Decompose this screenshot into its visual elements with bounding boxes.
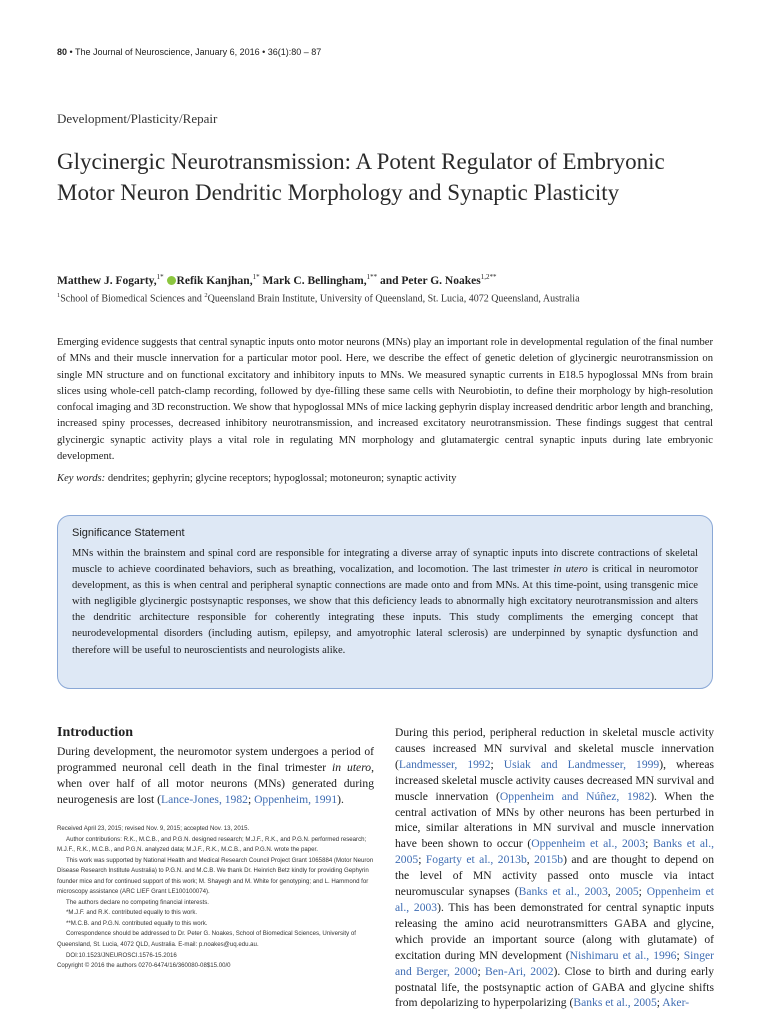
footnote: *M.J.F. and R.K. contributed equally to this work. [66,909,198,917]
citation-link[interactable]: Lance-Jones, 1982 [161,792,248,806]
body-text: , [526,853,535,867]
body-text: ; [656,996,663,1010]
footnote: Received April 23, 2015; revised Nov. 9, 2015; accepted Nov. 13, 2015. [57,825,250,832]
body-text: ; [645,837,654,851]
citation-link[interactable]: Oppenheim and Núñez, 1982 [499,789,651,803]
body-text: ; [418,853,426,867]
citation-link[interactable]: Banks et al., 2005 [395,837,715,867]
running-header [57,47,321,57]
journal-citation: • The Journal of Neuroscience, January 6, 2016 • 36(1):80 – 87 [67,47,322,57]
footnote: Copyright © 2016 the authors 0270-6474/16/360080-08$15.00/0 [57,962,231,970]
body-text: ; [638,885,647,899]
body-text: ), whereas increased skeletal muscle activity causes decreased MN survival and muscle innervation ( [395,757,714,803]
significance-italic: in utero [553,564,588,576]
body-text: During this period, peripheral reduction in skeletal muscle activity causes increased MN survival and skeletal muscle innervation ( [395,726,714,771]
author-name: and Peter G. Noakes [379,274,481,287]
body-text: During development, the neuromotor system undergoes a period of programmed neuronal cell death in the final trimester [57,745,374,774]
citation-link[interactable]: Usiak and Landmesser, 1999 [503,757,660,771]
author-marker: 1** [366,273,378,281]
citation-link[interactable]: Banks et al., 2005 [573,996,657,1010]
body-text: ) and are thought to depend on the level of MN activity passed onto muscle via intact neuromuscular synapses ( [395,853,715,899]
keywords-text: dendrites; gephyrin; glycine receptors; hypoglossal; motoneuron; synaptic activity [105,473,457,484]
significance-text-part: MNs within the brainstem and spinal cord are responsible for integrating a diverse array of synaptic inputs into discrete contractions of skeletal muscle to achieve coordinated behaviors, such as breathing, vocalization, and locomotion. The last trimester [72,548,698,576]
body-text: ). [337,792,344,806]
significance-text [72,546,698,659]
significance-title: Significance Statement [72,527,185,539]
footnote: Author contributions: R.K., M.C.B., and P.G.N. designed research; M.J.F., R.K., and P.G.N. performed research; M.J.F., R.K., M.C.B., and P.G.N. analyzed data; M.J.F., R.K., M.C.B., and P.G.N. wrote the paper. [57,835,367,854]
affil-text: Queensland Brain Institute, University of Queensland, St. Lucia, 4072 Queensland, Australia [207,293,580,305]
footnote: This work was supported by National Health and Medical Research Council Project Grant 1065884 (Motor Neuron Disease Research Institute Australia) to P.G.N. and M.C.B. We thank Dr. Heinrich Betz kindly for providing Gephyrin founder mice and for continued support of this work; M. Shayegh and M. White for genotyping; and L. Hammond for microscopy assistance (ARC LIEF Grant LE100100074). [57,856,374,896]
footnotes [57,824,377,972]
body-italic: in utero [332,760,372,774]
author-marker: 1* [156,273,164,281]
footnote: DOI:10.1523/JNEUROSCI.1576-15.2016 [66,951,177,959]
body-text: ; [676,948,684,962]
author-name: Mark C. Bellingham, [262,274,367,287]
citation-link[interactable]: Aker- [662,996,690,1010]
body-text: ). This has been demonstrated for central synaptic inputs releasing the amino acid neurotransmitters GABA and glycine, which provide an important source (along with glutamate) of excitation during MN development ( [395,900,714,962]
citation-link[interactable]: Oppenheim, 1991 [254,792,338,806]
citation-link[interactable]: Oppenheim et al., 2003 [531,837,646,851]
citation-link[interactable]: Nishimaru et al., 1996 [569,948,677,962]
author-name: Matthew J. Fogarty, [57,274,157,287]
right-column [395,725,714,1011]
footnote: Correspondence should be addressed to Dr. Peter G. Noakes, School of Biomedical Sciences, University of Queensland, St. Lucia, 4072 QLD, Australia. E-mail: p.noakes@uq.edu.au. [57,930,356,949]
significance-statement-box [57,515,713,689]
body-text: ). Close to birth and during early postnatal life, the postsynaptic action of GABA and glycine shifts from depolarizing to hyperpolarizing ( [395,964,714,1010]
affil-marker: 2 [204,292,208,299]
citation-link[interactable]: 2005 [615,885,639,899]
affil-marker: 1 [57,292,61,299]
paper-title: Glycinergic Neurotransmission: A Potent Regulator of Embryonic Motor Neuron Dendritic Morphology and Synaptic Plasticity [57,149,665,205]
body-text: ). When the central activation of MNs by other neurons has been perturbed in mice, similar alterations in MN survival and muscle innervation have been shown to occur ( [395,789,714,851]
section-tag: Development/Plasticity/Repair [57,111,218,126]
citation-link[interactable]: Banks et al., 2003 [518,885,608,899]
citation-link[interactable]: 2015b [534,853,564,867]
left-column [57,725,374,808]
keywords [57,473,713,484]
citation-link[interactable]: Singer and Berger, 2000 [395,948,715,978]
body-text: , [607,885,616,899]
author-marker: 1,2** [480,273,497,281]
author-name: Refik Kanjhan, [176,274,253,287]
citation-link[interactable]: Landmesser, 1992 [398,757,491,771]
affiliations [57,292,757,304]
author-list [57,273,737,287]
affil-text: School of Biomedical Sciences and [60,293,205,305]
orcid-icon[interactable] [167,276,176,285]
body-paragraph [395,725,714,1011]
footnote: The authors declare no competing financial interests. [66,898,209,906]
citation-link[interactable]: Oppenheim et al., 2003 [395,885,714,914]
keywords-label: Key words: [57,473,106,484]
body-text: ; [247,792,255,806]
abstract: Emerging evidence suggests that central synaptic inputs onto motor neurons (MNs) play an important role in developmental regulation of the final number of MNs and their muscle innervation for a particular motor pool. Here, we describe the effect of genetic deletion of glycinergic neurotransmission on single MN structure and on functional excitatory and inhibitory inputs to MNs. We measured synaptic currents in E18.5 hypoglossal MNs from brain slices using whole-cell patch-clamp recording, followed by dye-filling these same cells with Neurobiotin, to define their morphology by high-resolution confocal imaging and 3D reconstruction. We show that hypoglossal MNs of mice lacking gephyrin display increased dendritic arbor length and branching, increased spiny processes, decreased inhibitory neurotransmission, and increased excitatory neurotransmission. These findings suggest that central glycinergic synaptic activity plays a vital role in regulating MN morphology and glutamatergic central synaptic inputs during late embryonic development. [57,337,713,463]
footnote: **M.C.B. and P.G.N. contributed equally to this work. [66,919,208,927]
body-text: ; [490,757,504,771]
body-text: ; [477,964,486,978]
citation-link[interactable]: Fogarty et al., 2013b [425,853,527,867]
introduction-paragraph [57,744,374,808]
citation-link[interactable]: Ben-Ari, 2002 [485,964,554,978]
author-marker: 1* [252,273,260,281]
body-text: , when over half of all motor neurons (MNs) generated during neurogenesis are lost ( [57,760,374,806]
introduction-heading: Introduction [57,725,133,740]
page-number: 80 [57,47,68,57]
significance-text-part: is critical in neuromotor development, as this is when central and peripheral synaptic connections are made onto and from MNs. At this time-point, using transgenic mice with negligible glycinergic postsynaptic responses, we show that this deficiency leads to abnormally high excitatory neurotransmission and alters the dendritic architecture responsible for coherently integrating these inputs. This study compliments the emerging concept that neurodevelopmental disorders (including autism, epilepsy, and amyotrophic lateral sclerosis) are underpinned by synaptic dysfunction and therefore will be useful to neuroscientists and neurologists alike. [72,564,699,656]
